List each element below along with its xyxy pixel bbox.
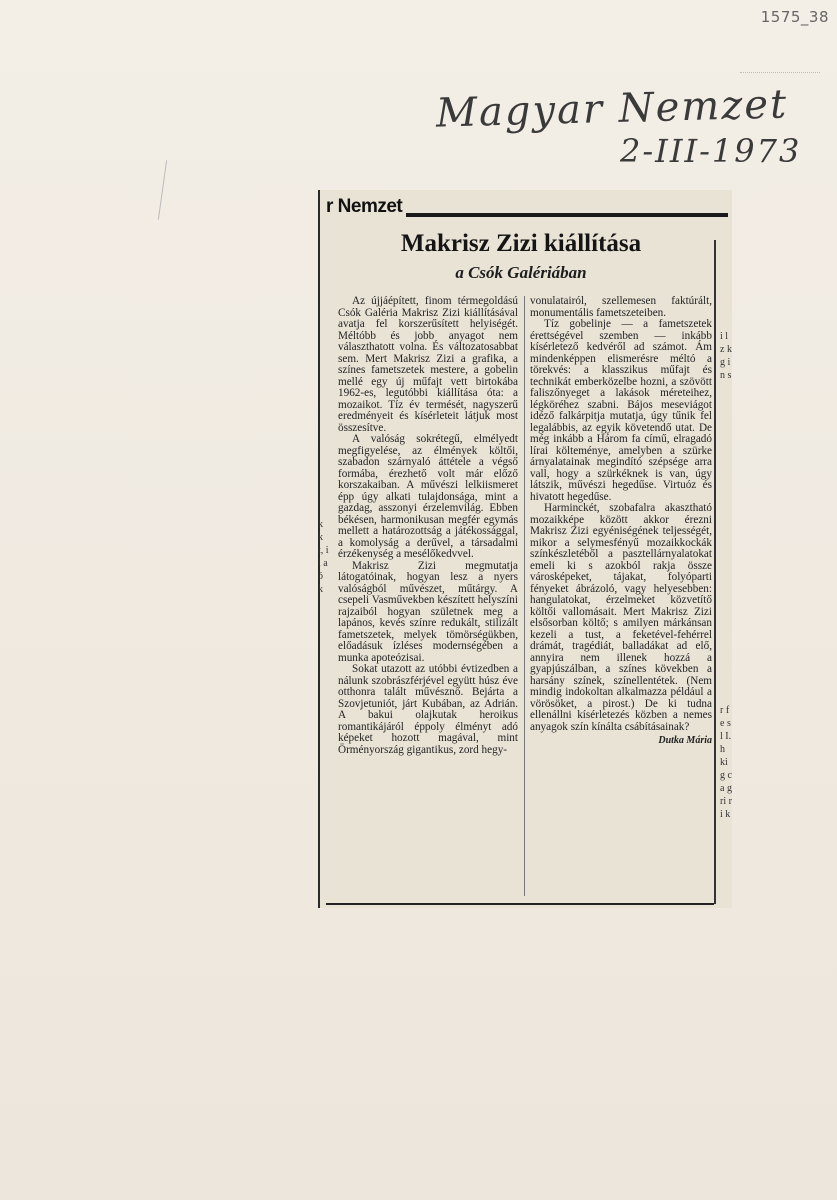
clipping-bottom-rule [326,903,714,905]
handwritten-source: Magyar Nemzet [435,81,789,137]
article-paragraph: A valóság sokrétegű, elmélyedt megfigyelése, az élmények költői, szabadon szárnyaló áttétele a végső formába, érezhető volt már előző korszakaiban. A művészi lelkiismeret épp úgy alkati tulajdonsága, mint a gazdag, asszonyi érzelemvilág. Ebben békésen, harmonikusan megfér egymás mellett a határozottság a játékossággal, a komolyság a derűvel, a társadalmi érzékenység a mesélőkedvvel. [338,433,518,560]
faint-dotted-mark [740,72,820,75]
article-paragraph: Sokat utazott az utóbbi évtizedben a nálunk szobrászférjével együtt húsz éve otthonra talált művésznő. Bejárta a Szovjetuniót, járt Kubában, az Adrián. A bakui olajkutak heroikus romantikájáról éppoly élményt adó képeket hozott magával, mint Örményország gigantikus, zord hegy- [338,663,518,756]
article-paragraph: Makrisz Zizi megmutatja látogatóinak, hogyan lesz a nyers valóságból művészet, műtárgy. A csepeli Vasművekben készített helyszíni rajzaiból hogyan születnek meg a lapános, kevés színre redukált, stilizált fametszetek, melyek tömörségükben, előadásuk ízléses modernségében a munka apoteózisai. [338,559,518,664]
clipping-right-border [714,240,716,904]
column-divider [524,296,525,896]
article-signature: Dutka Mária [658,735,712,746]
article-column-right [530,296,712,747]
newspaper-masthead: r Nemzet [326,196,403,217]
adjacent-column-fragment-right-top: i l z k g i n s [720,331,732,381]
article-column-left [338,296,518,756]
archive-reference-id: 1575_38 [760,8,829,26]
article-subheadline: a Csók Galériában [455,263,587,282]
handwritten-date: 2-III-1973 [620,132,802,170]
faint-pencil-mark [158,160,167,220]
masthead-rule [406,213,728,217]
adjacent-column-fragment-right-bottom: r f e s l I. h ki g c a g ri ri k [720,705,732,820]
article-paragraph: Harminckét, szobafalra akasztható mozaikképe között akkor érezni Makrisz Zizi egyéniségének teljességét, mikor a selymesfényű mozaikkockák színkészletéből a pasztellárnyalatokat emeli ki s azokból rakja össze városképeket, tájakat, folyóparti fényeket ábrázoló, vagy helyesebben: hangulatokat, érzelmeket közvetítő költői vallomásait. Mert Makrisz Zizi elsősorban költő; s amilyen márkánsan kezeli a tust, a feketével-fehérrel drámát, tragédiát, balladákat ad elő, annyira nem illenek hozzá a gyapjúszálban, a színes kövekben a harsány színek, színellentétek. (Nem mindig indokoltan alkalmazza például a vörösöket, a pirost.) De ki tudna ellenállni kísérletezés közben a nemes anyagok szín kínálta csábításainak? [530,502,712,733]
adjacent-column-fragment-left: k k t, il a ó k [318,519,329,595]
article-paragraph: Az újjáépített, finom térmegoldású Csók Galéria Makrisz Zizi kiállításával avatja fel korszerűsített helyiségét. Méltóbb és jobb anyagot nem választhatott volna. És változatosabbat sem. Mert Makrisz Zizi a grafika, a színes fametszetek mestere, a gobelin mellé egy új műfajt vett birtokába 1962-es, legutóbbi kiállítása óta: a mozaikot. Tíz év termését, nagyszerű eredményeit és kísérleteit látjuk most összesítve. [338,295,518,434]
article-paragraph: Tíz gobelinje — a fametszetek érettségével szemben — inkább kísérletező kedvéről ad számot. Ám mindenképpen elismerésre méltó a törekvés: a klasszikus műfajt és technikát emberközelbe hozni, a szövött faliszőnyeget a lakások méreteihez, légköréhez szabni. Bájos meseviágot idéző falkárpitja mutatja, úgy tűnik fel legalábbis, az egyik követendő utat. De még inkább a Három fa című, elragadó lírai költeménye, amelyben a szürke árnyalatainak megindító szépsége arra vall, hogy a szürkéknek is van, úgy látszik, művészi hegedűse. Virtuóz és hivatott hegedűse. [530,318,712,503]
article-headline: Makrisz Zizi kiállítása [400,230,642,257]
article-paragraph: vonulatairól, szellemesen faktúrált, monumentális fametszeteiben. [530,295,712,319]
